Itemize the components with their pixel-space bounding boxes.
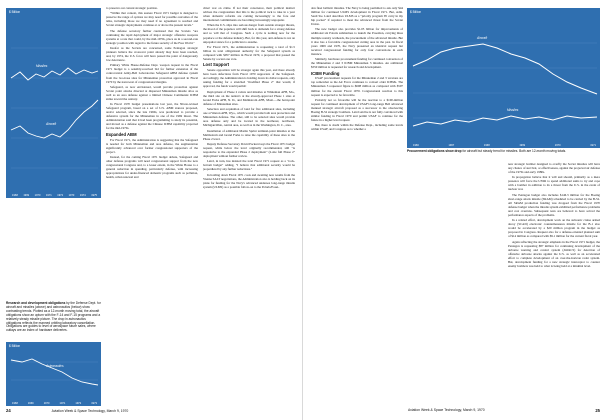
paragraph: "Within that context, this austere Fiscal 1971 budget is designed to preserve the range of options we may need for possible outcomes of the talks, including those we may need if no agreement is reached and Soviet strategic deployments continue at or above the present levels.": [106, 11, 198, 28]
footer-publication: Aviation Week & Space Technology, March 9, 1970: [51, 409, 129, 413]
paragraph: cities' war on crime. If not their conscience, their political instinct advises the congressmen that this is the political tack to take in a year when domestic reforms are coming increasingly to the fore and international commitments are becoming increasingly unpopular.: [203, 6, 295, 23]
chart-x-ticks: [12, 402, 97, 405]
chart-lines: [6, 8, 101, 198]
x-tick: 1966: [413, 144, 419, 147]
right-column-3: [508, 162, 600, 404]
aircraft-series-label: Aircraft: [477, 36, 488, 40]
astronautics-series-line: [11, 359, 98, 385]
x-tick: 1968: [12, 402, 18, 405]
paragraph: For Fiscal 1971, the Administration is requesting a total of $1.5 billion in total obligational authority for the Safeguard system as compared with $957 million in Fiscal 1970, a proposal that passed the Senate by a scant one vote.: [203, 44, 295, 61]
x-tick: 1968: [483, 144, 490, 147]
paragraph: Deployment of Phase 2 radars and missiles at Whiteman AFB, Mo., the third site on the nation's at the already-approved Phase 1 sites at Grand Forks AFB, N. D., and Malmstrom AFB, Mont.—the hard-point defense of Minuteman sites.: [203, 89, 295, 106]
paragraph: to preserve our current strategic position.: [106, 6, 158, 10]
footer-publication: Aviation Week & Space Technology, March 9, 1970: [408, 408, 485, 412]
chart-unit-label: $ Billion: [9, 10, 21, 14]
chart-unit-label: $ Billion: [410, 10, 422, 14]
chart-unit-label: $ Billion: [9, 344, 21, 348]
rd-obligations-chart-top: [6, 8, 101, 198]
paragraph: In a related effort, development work on the subsonic cruise armed decoy (SCAD) electronic countermeasures missile for the B-1 also would be accelerated by a $20 million program in the budget as proposed in Congress. Request also for a defense-oriented planned sum of $14 million as compared with $9.1 million for the current fiscal year.: [508, 218, 600, 239]
paragraph: But, there is doubt within the Defense Dept., including some levels within USAF, and Congress as to whether a: [311, 123, 403, 132]
x-tick: 1973: [91, 402, 97, 405]
caption-text: for aircraft but steady trend for missiles. Both are 12-month moving totals.: [462, 149, 567, 153]
paragraph: Primary White House-Defense Dept. weapon request in the Fiscal 1971 budget is a sensibly-received bid for further extension of the controversial Army-Bell Laboratories Safeguard ABM defense system from the two-base sites for Minuteman protection approved in Fiscal 1970 by the narrowest of congressional margins.: [106, 63, 198, 84]
chart-lines: [407, 8, 600, 148]
x-tick: 1971: [59, 402, 66, 405]
missiles-series-label: Missiles: [507, 108, 519, 112]
left-column-2: [106, 6, 198, 404]
x-tick: 1975: [91, 194, 97, 197]
subheading-lost-support: Lost Support: [203, 62, 230, 68]
paragraph: don fleet ballistic missiles. The Navy is being permitted to ask only $44 million for continued ULMS development in Fiscal 1971. But, Adm. Sault Ste. Laird describes ULMS as a "priority program I'll carry in my hip pocket" if required to meet the advanced threat from the Soviet Union.: [311, 6, 403, 27]
page-number: 25: [595, 408, 600, 413]
paragraph: Instead, for the coming Fiscal 1971 budget debate, Safeguard and other defense programs will need congressional support from the new congressional Congress and, to a lesser extent, in the White House to a general reduction in spending, particularly defense, with increasing appropriations for under-financed domestic programs such as pollution, health, urban renewal and: [106, 155, 198, 180]
x-tick: 1972: [75, 402, 82, 405]
paragraph: When the U.S. slips into serious danger from outside stronger threats, the mood of the populace will shift back to demands for a strong defense and so will that of Congress. Such a cycle is nothing new for the populace or the defense industry. But, for this year, anti-defense is not an unpopular stance for a politician to assume.: [203, 23, 295, 44]
missiles-series-line: [413, 116, 597, 126]
subheading-icbm-funding: ICBM Funding: [311, 70, 340, 76]
x-tick: 1971: [45, 194, 52, 197]
x-tick: 1972: [57, 194, 64, 197]
x-tick: 1970: [554, 144, 561, 147]
left-column-3: [203, 6, 295, 404]
paragraph: Again reflecting the strategic emphasis in the Fiscal 1971 budget, the Pentagon is requesting $87 million for continuing development of the airborne warning and control system (AWACS) for detection of offensive airborne attacks against the U.S. as well as an accelerated effort to complete development of an over-the-horizon radar system. But, development funding for a new strategic interceptor to counter enemy bombers was held to what is being held at a minimal level.: [508, 239, 600, 268]
paragraph: Senate opposition will be stronger again this year, and there already have been defections from Fiscal 1970 supporters of the Safeguard. Accordingly, the Administration is holding down its dollar requests, only asking funding for a stretched "modified Phase 2" that would, if approved, the funds would permit:: [203, 68, 295, 89]
paragraph: Insofar as the Soviets are concerned, some Pentagon strategic planners believe the crossover point already may have been reached, and, by 1974, the U.S. force will have passed the point of dangerously low deterrence.: [106, 45, 198, 63]
paragraph: Laird, in turn, has insisted the total Fiscal 1971 request as a "rock-bottom budget" adding, "I believe that additional security would be jeopardized by any further reductions.": [203, 159, 295, 172]
x-tick: 1970: [34, 194, 41, 197]
paragraph: In Fiscal 1970 budget presentations last year, the Nixon-revised Safeguard program, based on a set of U.S. ABM stances proposed, and/or selected, since the late 1960s, was predicated to provide a defensive system for the Minuteman in one of the 1969 threat. The Administration said that it had been programming to study its potential, and moved as a defense against the Chinese ICBM capability projected for the mid-1970s.: [106, 102, 198, 131]
paragraph: Selection and acquisition of land for five additional sites, including one at Warren AFB, Wyo., which would provide both area protection and Minuteman defense. The other, still to be selected sites would provide area defense only and be located in the northeast, northwest, Michigan/Ohio, central area, as well as in the Washington, D. C., area.: [203, 107, 295, 128]
x-tick: 1967: [448, 144, 455, 147]
aircraft-series-line: [11, 100, 98, 138]
missiles-series-line: [11, 68, 98, 80]
left-footer: [6, 408, 128, 413]
paragraph: For Fiscal 1971, the Administration is suggesting that the Safeguard is needed for both Minuteman and area defense, the augmentation significantly advanced over former congressional supporters of the project.: [106, 137, 198, 154]
procurement-obligations-chart: [407, 8, 600, 148]
astronautics-series-label: Astronautics: [46, 364, 64, 368]
aircraft-series-label: Aircraft: [46, 122, 57, 126]
chart-lines: [6, 342, 101, 406]
x-tick: 1969: [519, 144, 526, 147]
paragraph: Similarly, hardware procurement funding for continued conversion of the Minuteman 2 and 3 ICBM Minuteman 3 missiles. An additional $550 million is requested for research and development.: [311, 56, 403, 70]
paragraph: The Pentagon budget also includes $146.3 million for the Boeing short-range attack missile (SRAM) scheduled to be carried by the B-52. All SRAM production funding was dropped from the Fiscal 1970 defense budget when the missile system exhibited performance problems and cost overruns. Subsequent tests are believed to have solved the performance aspects of the problems.: [508, 192, 600, 217]
chart-x-ticks: [12, 194, 97, 197]
paragraph: The defense secretary further cautioned that the Soviets "are continuing the rapid deployment of major strategic offensive weapons systems at a rate that could, by the mid-1970s, place us in a second-rate strategic position with regard to the future security of the Free World.": [106, 28, 198, 45]
right-page: [303, 0, 606, 420]
astronautics-chart: [6, 342, 101, 406]
x-tick: 1969: [23, 194, 30, 197]
paragraph: In propagation believe that it will and should, primarily as a mere presence will force the USSR to spend additional sums to try and cope with a bomber in addition to its a threat from the U.S. in the event of nuclear war.: [508, 175, 600, 192]
paragraph: Probably not so favorable will be the reaction to a $100-million request for continued development of USAF's long-range Bell advanced manned strategic aircraft proposed as a successor to the obsolescing Boeing B-52 strategic bombers. Laird said he is not fully convinced with similar funding in Fiscal 1970 and permit USAF to continue for the future in a higher level request.: [311, 97, 403, 123]
subheading-expanded-abm: Expanded ABM: [106, 131, 137, 137]
paragraph: The new budget also provides $1.05 billion for improvements of additional six Polaris submarines to launch the Poseidon, carrying three multiple reentry warheads, the procurement of the advanced missile. But it also has a favorable congressional cutting area in the past. In fiscal years 1969 and 1970, the Navy presented an identical request but received congressional funding for only four conversions in each instance.: [311, 27, 403, 56]
rd-caption: [6, 302, 101, 333]
paragraph: In holding down Fiscal 1971 costs and awaiting new results from the Vienna SALT negotiations, the Administration also is holding back on its plans for funding for the Navy's advanced undersea long-range missile system (ULMS) as a possible follow-on to the Polaris/Posei-: [203, 172, 295, 189]
caption-bold: Procurement obligations show drop: [407, 149, 462, 153]
paragraph: new strategic bomber designed to overfly the Soviet missiles will have any chance of survival, or effectiveness, against the projected air defense of the 1970s and early 1980s.: [508, 162, 600, 175]
right-footer: [408, 408, 600, 412]
x-tick: 1969: [27, 402, 34, 405]
procurement-caption: [407, 150, 600, 154]
paragraph: Deputy Defense Secretary David Packard says the Fiscal 1971 budget request, while below the level originally recommended, still "is responsive to the expanded Phase 2 deployment" (2-site full Phase 2" deployment without further review.: [203, 141, 295, 158]
paragraph: Installation of additional Martin Sprint terminal-point missiles at the Malmstrom and Grand Forks to raise the capability of these sites to the Phase 2 level.: [203, 128, 295, 141]
right-column-1: [311, 6, 403, 404]
x-tick: 1970: [43, 402, 50, 405]
x-tick: 1971: [590, 144, 596, 147]
missiles-series-label: Missiles: [36, 64, 48, 68]
aircraft-series-line: [413, 44, 597, 94]
chart-x-ticks: [413, 144, 596, 147]
page-number: 24: [6, 408, 11, 413]
paragraph: Safeguard, as now envisioned, would provide protection against Soviet point attacks directed at dispersed Minuteman missile silos as well as an area defense against a limited Chinese Communist ICBM strike toward the century.: [106, 84, 198, 101]
caption-text: by the Defense Dept. for aircraft and missiles (above) and astronautics (below) show contrasting trends. Plotted as a 12-month moving total, the aircraft obligations show an upturn with the F-14 and F-15 programs and a relatively steady missile picture. The drop in astronautics obligations reflects the manned orbiting laboratory cancellation. Obligations are guides to level of aerospace future sales, where outlays are an index of hardware deliveries.: [6, 301, 101, 333]
x-tick: 1973: [68, 194, 75, 197]
caption-bold: Research and development obligations: [6, 301, 66, 305]
x-tick: 1974: [79, 194, 86, 197]
x-tick: 1968: [12, 194, 18, 197]
paragraph: USAF procurement requests for the Minuteman 2 and 3 versions are top somewhat as the Air Force continues to convert older ICBMs. The Minuteman 3 requested figure is $608 million as compared with $507 million for the current Fiscal 1970. Congressional reaction to this request is expected to be favorable.: [311, 76, 403, 97]
